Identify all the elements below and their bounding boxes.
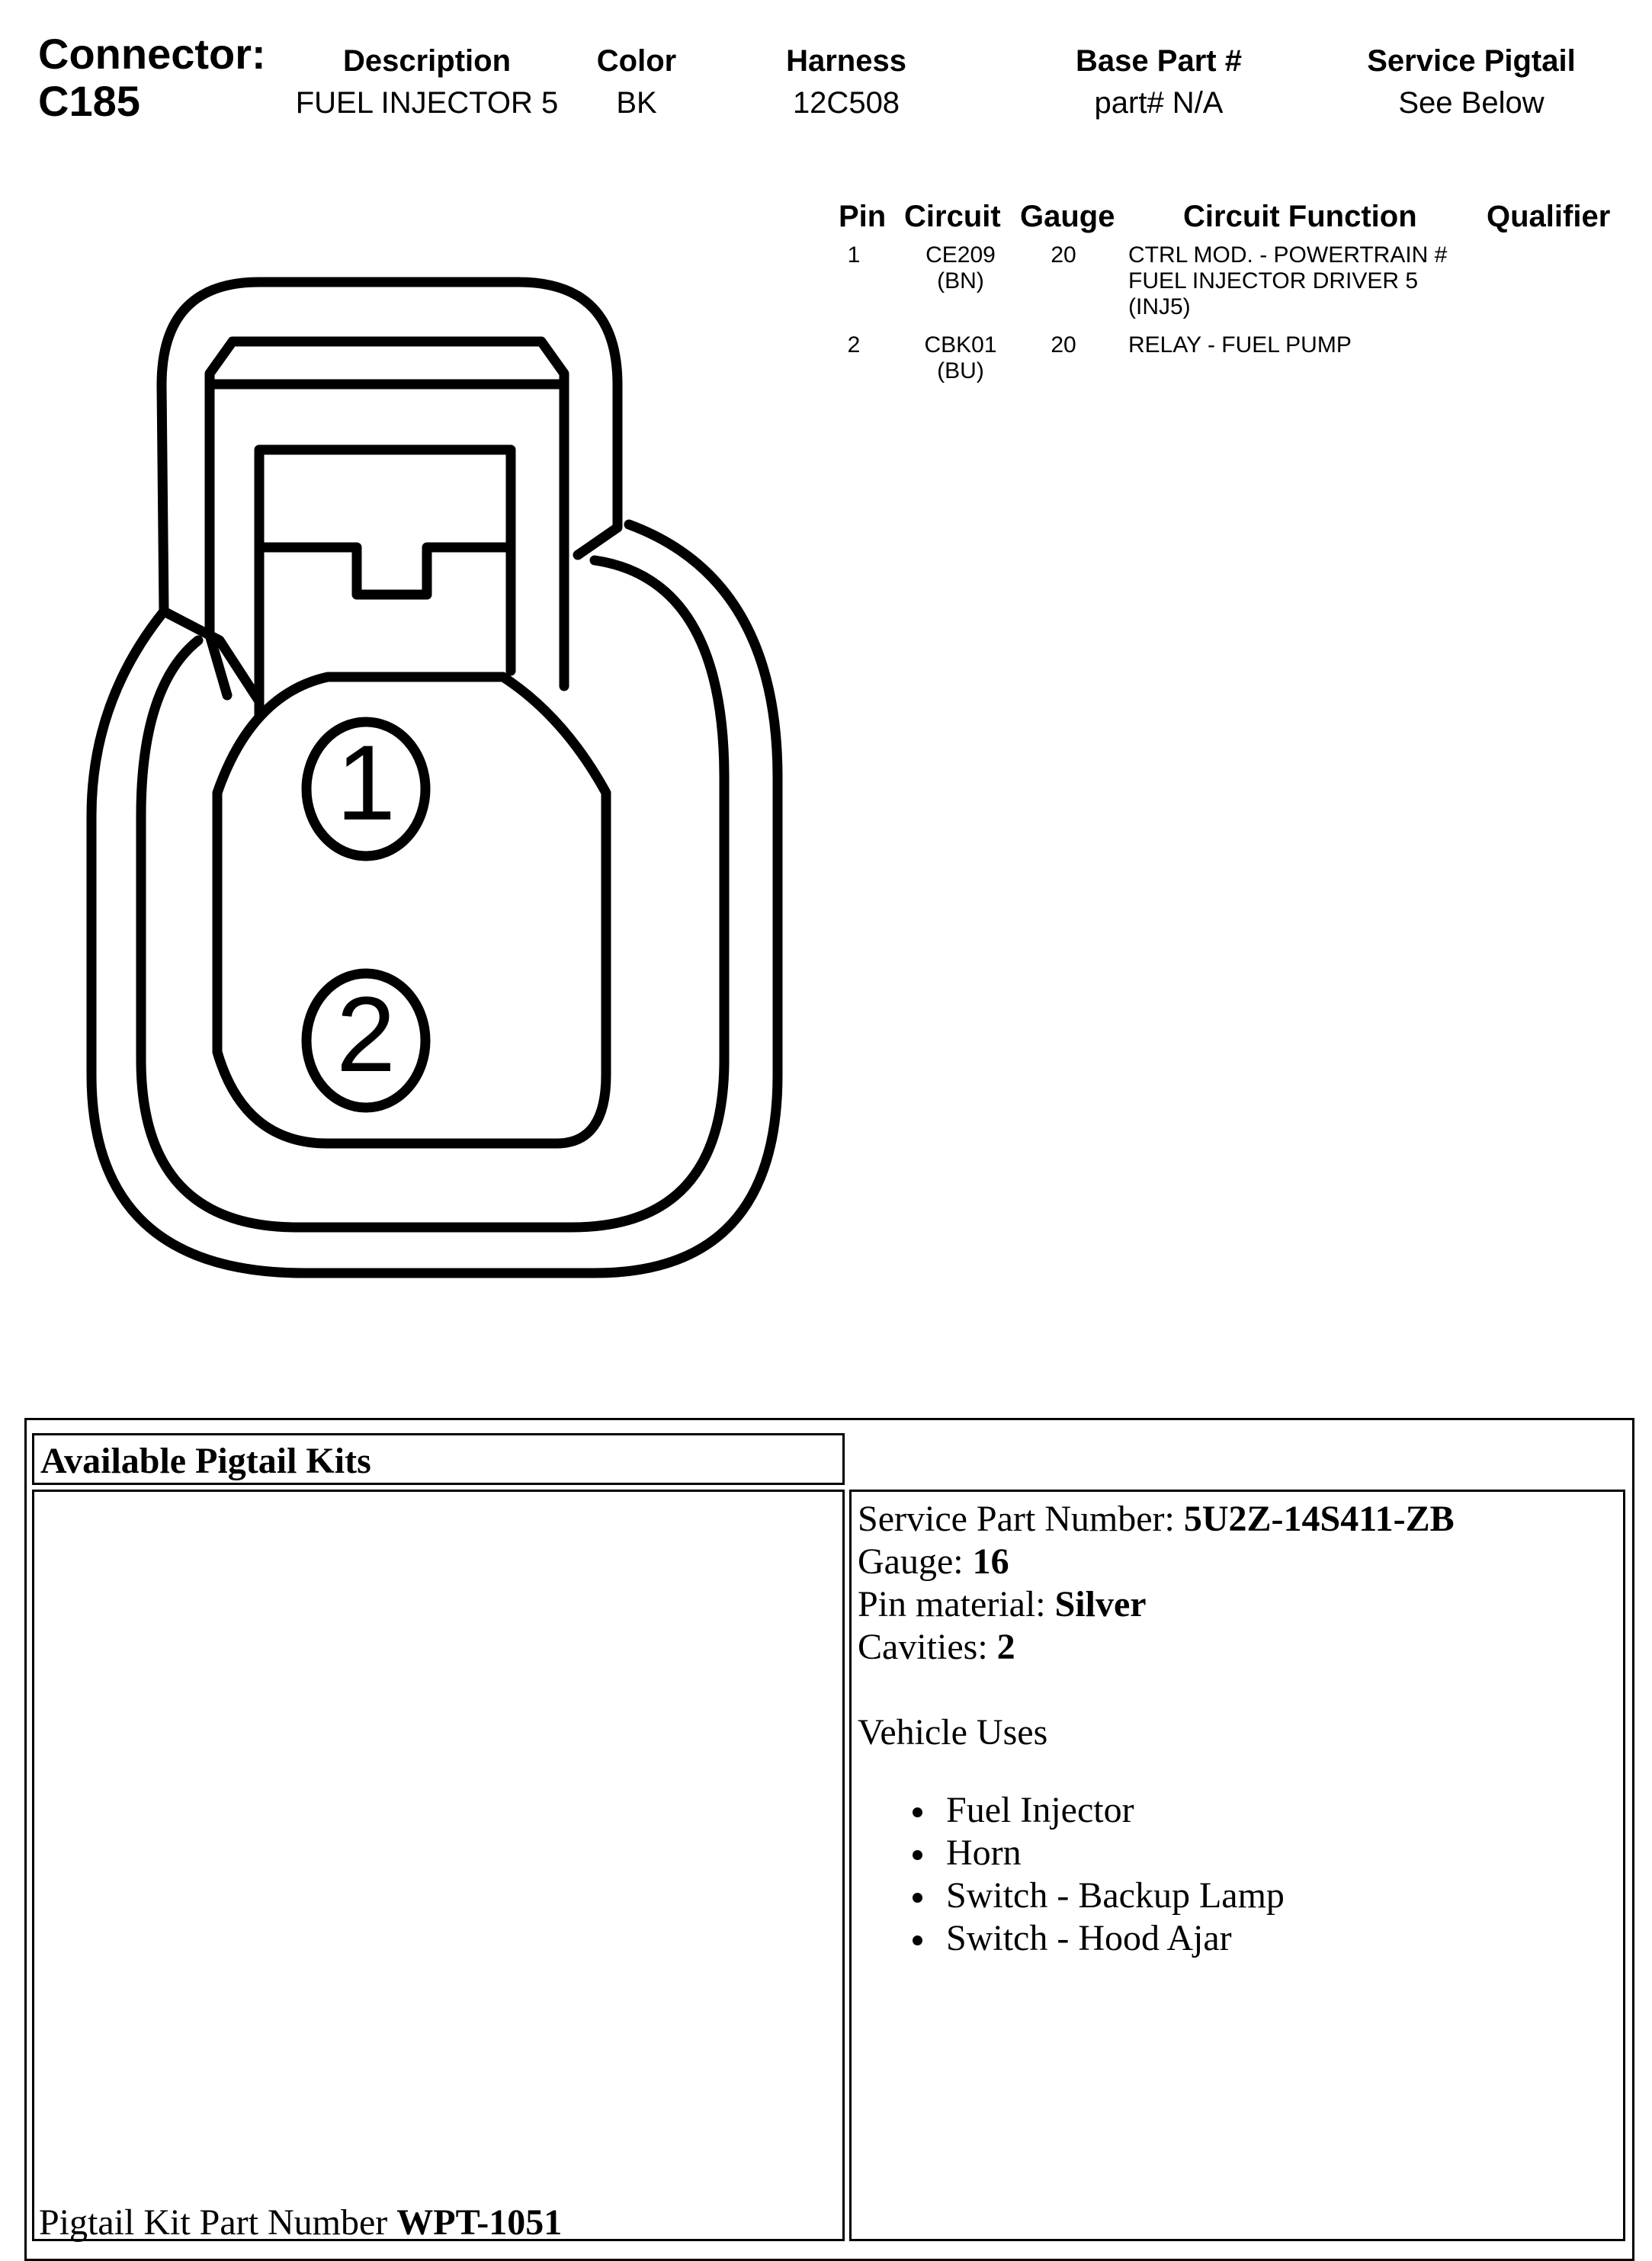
pin-2-label: 2 bbox=[336, 974, 396, 1094]
list-item bbox=[913, 1917, 1285, 1960]
qualifier-header: Qualifier bbox=[1487, 200, 1611, 233]
service-pigtail-value: See Below bbox=[1398, 86, 1545, 120]
kit-label: Pigtail Kit Part Number bbox=[39, 2202, 397, 2243]
spacer bbox=[858, 1669, 1455, 1711]
connector-label: Connector: bbox=[38, 30, 266, 78]
pigtail-kits-title-box bbox=[32, 1433, 845, 1485]
circuit-header: Circuit bbox=[904, 200, 1001, 233]
pigtail-kits-title: Available Pigtail Kits bbox=[40, 1441, 371, 1481]
circuit-function-line: CTRL MOD. - POWERTRAIN # bbox=[1128, 242, 1448, 268]
service-part-number: 5U2Z-14S411-ZB bbox=[1183, 1499, 1455, 1539]
base-part-value: part# N/A bbox=[1094, 86, 1224, 120]
pigtail-kit-part-number bbox=[39, 2202, 562, 2243]
service-part-line bbox=[858, 1498, 1455, 1541]
color-column bbox=[579, 44, 694, 120]
vehicle-uses-list bbox=[913, 1789, 1285, 1960]
gauge-header: Gauge bbox=[1020, 200, 1115, 233]
vehicle-use: Fuel Injector bbox=[946, 1790, 1134, 1830]
bullet-icon bbox=[913, 1935, 922, 1945]
circuit-color: (BN) bbox=[937, 268, 984, 293]
description-heading: Description bbox=[342, 44, 512, 78]
bullet-icon bbox=[913, 1893, 922, 1903]
pin-material-value: Silver bbox=[1054, 1584, 1147, 1624]
gauge-line bbox=[858, 1541, 1455, 1583]
vehicle-uses-label: Vehicle Uses bbox=[858, 1712, 1048, 1753]
pin-1-label: 1 bbox=[336, 723, 396, 842]
list-item bbox=[913, 1832, 1285, 1875]
list-item bbox=[913, 1875, 1285, 1917]
circuit-function-header: Circuit Function bbox=[1183, 200, 1417, 233]
service-pigtail-column bbox=[1334, 44, 1609, 120]
bullet-icon bbox=[913, 1850, 922, 1860]
pin-header: Pin bbox=[839, 200, 887, 233]
description-column bbox=[282, 44, 572, 120]
service-pigtail-heading: Service Pigtail bbox=[1367, 44, 1576, 78]
pigtail-kit-details-cell bbox=[849, 1490, 1625, 2241]
harness-value: 12C508 bbox=[792, 86, 900, 120]
pin-row bbox=[831, 332, 1639, 393]
circuit-code: CE209 bbox=[925, 242, 996, 268]
gauge-label: Gauge: bbox=[858, 1541, 973, 1582]
description-value: FUEL INJECTOR 5 bbox=[295, 86, 559, 120]
color-value: BK bbox=[616, 86, 657, 120]
kit-number: WPT-1051 bbox=[396, 2202, 563, 2243]
vehicle-use: Horn bbox=[946, 1833, 1022, 1873]
gauge-value: 20 bbox=[1051, 332, 1076, 358]
cavities-label: Cavities: bbox=[858, 1627, 997, 1667]
circuit-function-line: (INJ5) bbox=[1128, 294, 1191, 319]
bullet-icon bbox=[913, 1807, 922, 1817]
pin-table-header bbox=[831, 200, 1639, 242]
pin-number: 2 bbox=[847, 332, 861, 358]
base-part-heading: Base Part # bbox=[1076, 44, 1242, 78]
circuit-function-line: FUEL INJECTOR DRIVER 5 bbox=[1128, 268, 1419, 293]
connector-face-diagram bbox=[69, 259, 785, 1311]
cavities-line bbox=[858, 1626, 1455, 1669]
pigtail-kit-image-cell bbox=[32, 1490, 845, 2241]
pin-row bbox=[831, 242, 1639, 332]
vehicle-use: Switch - Backup Lamp bbox=[946, 1875, 1285, 1916]
connector-id: C185 bbox=[38, 77, 140, 125]
circuit-function-line: RELAY - FUEL PUMP bbox=[1128, 332, 1352, 358]
harness-heading: Harness bbox=[786, 44, 906, 78]
harness-column bbox=[755, 44, 938, 120]
pin-material-label: Pin material: bbox=[858, 1584, 1055, 1624]
vehicle-use: Switch - Hood Ajar bbox=[946, 1918, 1232, 1958]
service-part-label: Service Part Number: bbox=[858, 1499, 1184, 1539]
circuit-color: (BU) bbox=[937, 358, 984, 383]
gauge-value: 20 bbox=[1051, 242, 1076, 268]
cavities-value: 2 bbox=[996, 1627, 1015, 1667]
pigtail-kit-details bbox=[858, 1498, 1455, 1754]
color-heading: Color bbox=[596, 44, 677, 78]
base-part-column bbox=[1037, 44, 1281, 120]
pin-material-line bbox=[858, 1583, 1455, 1626]
housing-outer-body bbox=[91, 524, 778, 1273]
list-item bbox=[913, 1789, 1285, 1832]
circuit-code: CBK01 bbox=[924, 332, 997, 358]
pin-number: 1 bbox=[847, 242, 861, 268]
pin-table bbox=[831, 200, 1639, 393]
gauge-value: 16 bbox=[972, 1541, 1009, 1582]
